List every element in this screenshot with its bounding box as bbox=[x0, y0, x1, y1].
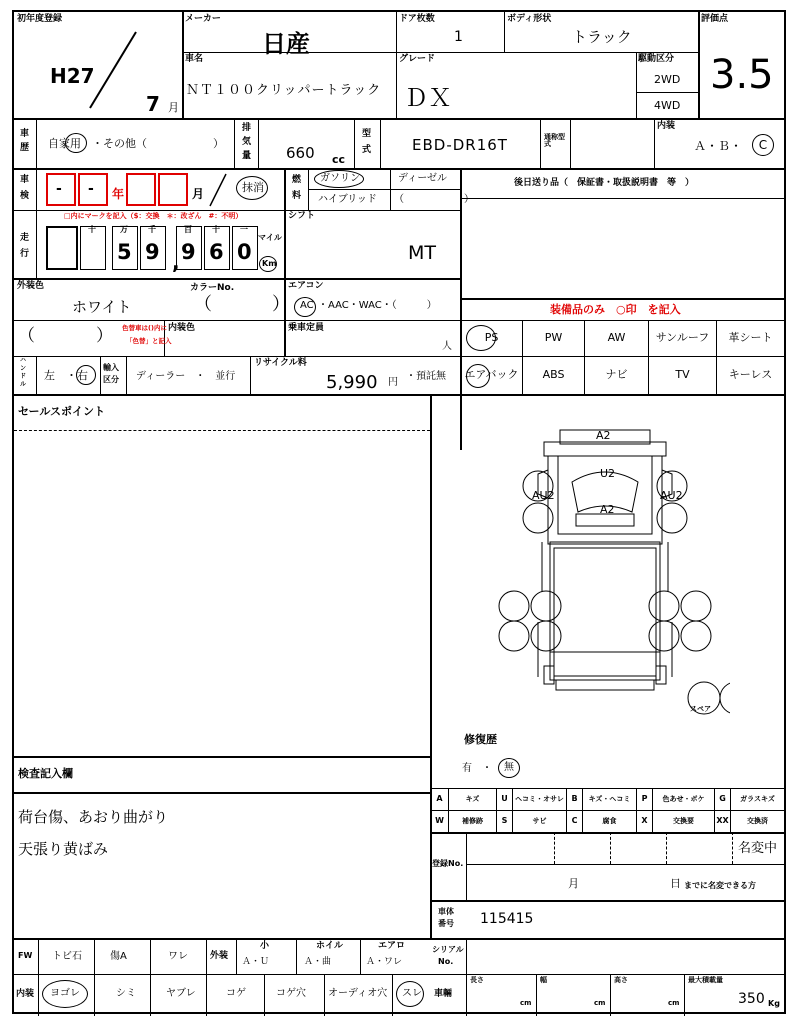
common-model-label: 通称型式 bbox=[544, 133, 565, 149]
equipment-item-1[interactable]: PW bbox=[522, 320, 584, 356]
divider bbox=[36, 118, 37, 168]
year-unit: 年 bbox=[112, 187, 125, 201]
capacity-unit: 人 bbox=[442, 341, 452, 352]
divider bbox=[100, 356, 101, 394]
divider bbox=[380, 118, 381, 168]
repair-none-circle bbox=[498, 758, 520, 778]
deadline-text: までに名変できる方 bbox=[684, 881, 756, 890]
doors-value: 1 bbox=[454, 29, 463, 45]
recycle-deposit: ・預託無 bbox=[406, 371, 446, 382]
legend-description: 補修跡 bbox=[448, 810, 496, 832]
interior-item-4: コゲ bbox=[226, 988, 246, 999]
color-no-open: （ bbox=[194, 294, 212, 315]
spare-label: スペア bbox=[690, 705, 711, 713]
fuel-gasoline-circle bbox=[314, 170, 364, 188]
divider bbox=[466, 938, 467, 1016]
fw-item-2: 傷A bbox=[110, 951, 127, 962]
divider bbox=[460, 168, 462, 450]
fw-label: FW bbox=[18, 951, 33, 960]
fuel-label-2: 料 bbox=[292, 191, 302, 201]
reg-month: 7 bbox=[146, 92, 160, 116]
odometer-digit: 9 bbox=[181, 240, 196, 264]
interior-item-6: オーディオ穴 bbox=[328, 988, 388, 999]
divider bbox=[14, 756, 430, 758]
divider bbox=[250, 356, 251, 394]
registration-label: 登録No. bbox=[432, 859, 464, 868]
legend-code: A bbox=[430, 788, 448, 810]
damage-left-pillar: AU2 bbox=[532, 489, 555, 502]
divider bbox=[430, 938, 784, 940]
divider bbox=[182, 12, 184, 118]
shift-value: MT bbox=[408, 242, 436, 264]
grade-score-value: 3.5 bbox=[710, 52, 774, 98]
divider bbox=[732, 832, 733, 864]
divider bbox=[36, 356, 37, 394]
damage-front-bumper: A2 bbox=[596, 429, 611, 442]
length-unit: cm bbox=[520, 999, 532, 1007]
km-circle bbox=[259, 256, 277, 272]
divider bbox=[684, 974, 685, 1016]
ext-color-label: 外装色 bbox=[17, 281, 45, 291]
inspect-month-box-2[interactable] bbox=[158, 173, 188, 206]
recycle-unit: 円 bbox=[388, 377, 398, 388]
auction-sheet bbox=[12, 10, 786, 1014]
shift-label: シフト bbox=[288, 211, 316, 221]
grade-label: グレード bbox=[399, 54, 436, 64]
inspection-line-1: 荷台傷、あおり曲がり bbox=[18, 808, 169, 826]
load-capacity: 350 bbox=[738, 991, 765, 1007]
divider bbox=[14, 278, 460, 280]
divider bbox=[504, 12, 505, 52]
small-options: Ａ・Ｕ bbox=[242, 957, 270, 967]
color-no-close: ） bbox=[272, 294, 290, 315]
interior-item-1: ヨゴレ bbox=[50, 988, 80, 999]
divider bbox=[284, 278, 286, 356]
divider bbox=[206, 938, 207, 1016]
model-label-1: 型 bbox=[362, 129, 372, 139]
aircon-ac: AC bbox=[300, 300, 314, 311]
exterior-label: 外装 bbox=[210, 951, 229, 961]
odometer-digit: 5 bbox=[117, 240, 132, 264]
legend-description: 腐食 bbox=[582, 810, 636, 832]
inspect-month-box-1[interactable] bbox=[126, 173, 156, 206]
divider bbox=[654, 118, 655, 168]
interior-item-2: シミ bbox=[116, 988, 136, 999]
grade-value: ＤＸ bbox=[404, 84, 452, 112]
ext-color-value: ホワイト bbox=[72, 298, 132, 316]
dash-mark: - bbox=[88, 181, 94, 197]
legend-code: B bbox=[566, 788, 582, 810]
color-change-close: ） bbox=[96, 326, 113, 346]
divider bbox=[698, 12, 700, 118]
divider bbox=[430, 900, 784, 902]
month-unit-inspect: 月 bbox=[192, 187, 205, 201]
interior-item-7-circle bbox=[396, 981, 424, 1007]
divider bbox=[636, 92, 698, 93]
interior-item-5: コゲ穴 bbox=[276, 988, 306, 999]
chassis-label-2: 番号 bbox=[438, 919, 454, 928]
damage-right-pillar: AU2 bbox=[660, 489, 683, 502]
disp-label-2: 気 bbox=[242, 137, 252, 147]
interior-grade-circled: C bbox=[752, 134, 774, 156]
aero-label: エアロ bbox=[378, 941, 406, 951]
odometer-digit: 6 bbox=[209, 240, 224, 264]
int-color-label: 内装色 bbox=[168, 323, 196, 333]
divider bbox=[14, 938, 430, 940]
later-items-label: 後日送り品（ 保証書・取扱説明書 等 ） bbox=[514, 178, 695, 188]
handle-right-circle bbox=[76, 365, 96, 385]
legend-description: 交換要 bbox=[652, 810, 714, 832]
legend-description: 交換済 bbox=[730, 810, 784, 832]
equipment-note: 装備品のみ ○印 を記入 bbox=[550, 303, 681, 316]
divider bbox=[38, 938, 39, 1016]
slash-mark bbox=[206, 172, 230, 208]
deadline-month: 月 bbox=[568, 877, 579, 890]
load-unit: Kg bbox=[768, 999, 780, 1008]
divider bbox=[466, 832, 467, 900]
divider bbox=[554, 832, 555, 864]
repair-options: 有 ・ bbox=[462, 763, 492, 774]
month-unit: 月 bbox=[168, 101, 179, 114]
odometer-place-label: 千 bbox=[148, 225, 156, 234]
legend-code: W bbox=[430, 810, 448, 832]
divider bbox=[308, 189, 460, 190]
equipment-selected-circle bbox=[466, 325, 496, 351]
chassis-label-1: 車体 bbox=[438, 907, 454, 916]
inspection-notes-label: 検査記入欄 bbox=[18, 767, 73, 780]
disp-label-3: 量 bbox=[242, 151, 252, 161]
divider bbox=[14, 356, 460, 357]
unregistered-circle bbox=[236, 176, 268, 200]
divider bbox=[610, 832, 611, 864]
fw-item-1: トビ石 bbox=[52, 951, 82, 962]
interior-item-7: スレ bbox=[402, 988, 422, 999]
unregistered-text: 抹消 bbox=[242, 181, 264, 194]
legend-description: サビ bbox=[512, 810, 566, 832]
equipment-item-3[interactable]: サンルーフ bbox=[648, 320, 716, 356]
model-label-2: 式 bbox=[362, 145, 372, 155]
fw-item-3: ワレ bbox=[168, 951, 188, 962]
width-unit: cm bbox=[594, 999, 606, 1007]
odometer-mark-box[interactable] bbox=[46, 226, 78, 270]
divider bbox=[540, 118, 541, 168]
digit-comma: , bbox=[172, 250, 180, 274]
divider bbox=[14, 118, 784, 120]
odometer-place-label: 百 bbox=[184, 225, 192, 234]
divider bbox=[466, 864, 784, 865]
handle-label-1: ハ bbox=[20, 357, 27, 364]
equipment-item-0[interactable]: エアバック bbox=[460, 356, 522, 394]
legend-description: ヘコミ・オサレ bbox=[512, 788, 566, 810]
legend-code: G bbox=[714, 788, 730, 810]
chassis-number: 115415 bbox=[480, 911, 534, 927]
divider bbox=[360, 938, 361, 974]
recycle-fee: 5,990 bbox=[326, 372, 378, 393]
odometer-place-label: 万 bbox=[120, 225, 128, 234]
divider bbox=[284, 168, 286, 278]
divider bbox=[610, 974, 611, 1016]
model-code: EBD-DR16T bbox=[412, 136, 508, 154]
color-change-note-2: 「色替」と記入 bbox=[126, 337, 172, 345]
displacement-value: 660 bbox=[286, 144, 315, 162]
divider bbox=[666, 832, 667, 864]
divider bbox=[14, 974, 784, 975]
interior-label: 内装 bbox=[657, 121, 676, 131]
dims-label: 車輛 bbox=[434, 989, 453, 999]
divider bbox=[236, 938, 237, 974]
dashed-divider bbox=[14, 430, 430, 431]
odo-label-1: 走 bbox=[20, 233, 30, 243]
handle-label-2: ン bbox=[20, 365, 27, 372]
color-change-open: （ bbox=[18, 326, 35, 346]
odometer-unit: Km bbox=[262, 259, 277, 268]
reg-year: H27 bbox=[50, 64, 95, 88]
maker-value: 日産 bbox=[262, 30, 310, 58]
history-label-2: 歴 bbox=[20, 143, 30, 153]
wheel-options: Ａ・曲 bbox=[304, 957, 332, 967]
divider bbox=[570, 118, 571, 168]
odometer-note: □内にマークを記入（$：交換 ＊：改ざん #：不明） bbox=[64, 212, 243, 220]
divider bbox=[126, 356, 127, 394]
car-name-value: ＮＴ１００クリッパートラック bbox=[186, 83, 382, 98]
equipment-item-4[interactable]: キーレス bbox=[716, 356, 784, 394]
fuel-hybrid: ハイブリッド bbox=[318, 194, 377, 205]
equipment-item-3[interactable]: TV bbox=[648, 356, 716, 394]
width-label: 幅 bbox=[540, 976, 547, 984]
import-label-2: 区分 bbox=[103, 375, 119, 384]
inspect-label-2: 検 bbox=[20, 191, 30, 201]
repair-none: 無 bbox=[504, 762, 514, 773]
damage-cab-body: A2 bbox=[600, 503, 615, 516]
legend-description: キズ bbox=[448, 788, 496, 810]
max-load-label: 最大積載量 bbox=[688, 976, 723, 984]
divider bbox=[430, 832, 784, 834]
divider bbox=[264, 974, 265, 1016]
serial-label-1: シリアル bbox=[432, 945, 464, 954]
grade-score-label: 評価点 bbox=[701, 14, 729, 24]
aircon-ac-circle bbox=[294, 297, 316, 317]
legend-code: XX bbox=[714, 810, 730, 832]
equipment-selected-circle bbox=[466, 364, 490, 388]
odometer-digit: 0 bbox=[237, 240, 252, 264]
mile-label: マイル bbox=[258, 233, 282, 242]
maker-label: メーカー bbox=[185, 14, 221, 24]
aircon-options: ・AAC・WAC・（ ） bbox=[318, 300, 437, 311]
height-label: 高さ bbox=[614, 976, 628, 984]
legend-code: X bbox=[636, 810, 652, 832]
disp-label-1: 排 bbox=[242, 123, 252, 133]
sales-point-label: セールスポイント bbox=[18, 405, 106, 418]
car-name-label: 車名 bbox=[185, 54, 204, 64]
interior-bottom-label: 内装 bbox=[16, 989, 35, 999]
length-label: 長さ bbox=[470, 976, 484, 984]
divider bbox=[182, 52, 698, 53]
interior-item-1-circle bbox=[42, 980, 88, 1008]
inspection-line-2: 天張り黄ばみ bbox=[18, 840, 109, 858]
damage-cab-roof: U2 bbox=[600, 467, 616, 480]
divider bbox=[14, 168, 784, 170]
divider bbox=[36, 168, 37, 278]
displacement-unit: cc bbox=[332, 153, 346, 166]
divider bbox=[296, 938, 297, 974]
equipment-item-4[interactable]: 革シート bbox=[716, 320, 784, 356]
divider bbox=[460, 198, 784, 199]
legend-description: 色あせ・ボケ bbox=[652, 788, 714, 810]
divider bbox=[536, 974, 537, 1016]
divider bbox=[324, 974, 325, 1016]
import-options: ディーラー ・ 並行 bbox=[136, 371, 236, 382]
drive-4wd: 4WD bbox=[654, 99, 681, 112]
odometer-digit: 9 bbox=[145, 240, 160, 264]
divider bbox=[392, 974, 393, 1016]
history-label-1: 車 bbox=[20, 129, 30, 139]
history-options: 自家用 ・その他（ ） bbox=[48, 137, 224, 150]
body-type-label: ボディ形状 bbox=[507, 14, 552, 24]
color-no-label: カラーNo. bbox=[190, 283, 235, 293]
odometer-place-label: 一 bbox=[240, 225, 248, 234]
odometer-place-label: 十 bbox=[212, 225, 220, 234]
body-type-value: トラック bbox=[572, 28, 632, 46]
serial-label-2: No. bbox=[438, 957, 454, 966]
legend-code: C bbox=[566, 810, 582, 832]
handle-label-4: ル bbox=[20, 381, 27, 388]
handle-options: 左 ・右 bbox=[44, 369, 88, 382]
divider bbox=[14, 394, 784, 396]
legend-description: キズ・ヘコミ bbox=[582, 788, 636, 810]
fuel-gasoline: ガソリン bbox=[320, 173, 360, 184]
fuel-diesel: ディーゼル bbox=[398, 173, 447, 184]
legend-description: ガラスキズ bbox=[730, 788, 784, 810]
wheel-label: ホイル bbox=[316, 941, 344, 951]
repair-history-label: 修復歴 bbox=[464, 733, 497, 746]
divider bbox=[636, 52, 637, 118]
interior-grades: Ａ・Ｂ・ bbox=[694, 139, 743, 153]
slash-mark bbox=[84, 28, 144, 112]
import-label-1: 輸入 bbox=[103, 363, 119, 372]
divider bbox=[258, 118, 259, 168]
divider bbox=[460, 298, 784, 300]
aircon-label: エアコン bbox=[288, 281, 324, 291]
deadline-day: 日 bbox=[670, 877, 681, 890]
equipment-item-0[interactable]: PS bbox=[460, 320, 522, 356]
capacity-label: 乗車定員 bbox=[288, 323, 325, 333]
height-unit: cm bbox=[668, 999, 680, 1007]
divider bbox=[150, 938, 151, 1016]
equipment-item-1[interactable]: ABS bbox=[522, 356, 584, 394]
fuel-label-1: 燃 bbox=[292, 175, 302, 185]
fuel-other: （ ） bbox=[394, 194, 474, 205]
handle-label-3: ド bbox=[20, 373, 27, 380]
divider bbox=[354, 118, 355, 168]
small-label: 小 bbox=[260, 941, 270, 951]
drive-2wd: 2WD bbox=[654, 73, 681, 86]
inspect-label-1: 車 bbox=[20, 175, 30, 185]
equipment-item-2[interactable]: ナビ bbox=[584, 356, 648, 394]
interior-item-3: ヤブレ bbox=[166, 988, 196, 999]
odometer-place-label: 十 bbox=[88, 225, 96, 234]
odo-label-2: 行 bbox=[20, 249, 30, 259]
aero-options: Ａ・ワレ bbox=[366, 957, 403, 967]
divider bbox=[94, 938, 95, 1016]
legend-code: U bbox=[496, 788, 512, 810]
legend-code: S bbox=[496, 810, 512, 832]
color-change-note-1: 色替車は()内に bbox=[122, 324, 167, 332]
equipment-item-2[interactable]: AW bbox=[584, 320, 648, 356]
divider bbox=[14, 792, 430, 794]
divider bbox=[396, 12, 397, 118]
history-private-circle bbox=[65, 133, 87, 153]
doors-label: ドア枚数 bbox=[399, 14, 435, 24]
recycle-label: リサイクル料 bbox=[254, 358, 307, 368]
name-change-label: 名変中 bbox=[738, 841, 778, 856]
divider bbox=[14, 210, 460, 211]
legend-code: P bbox=[636, 788, 652, 810]
drive-label: 駆動区分 bbox=[638, 54, 675, 64]
divider bbox=[234, 118, 235, 168]
dash-mark: - bbox=[56, 181, 62, 197]
first-reg-label: 初年度登録 bbox=[17, 14, 63, 24]
